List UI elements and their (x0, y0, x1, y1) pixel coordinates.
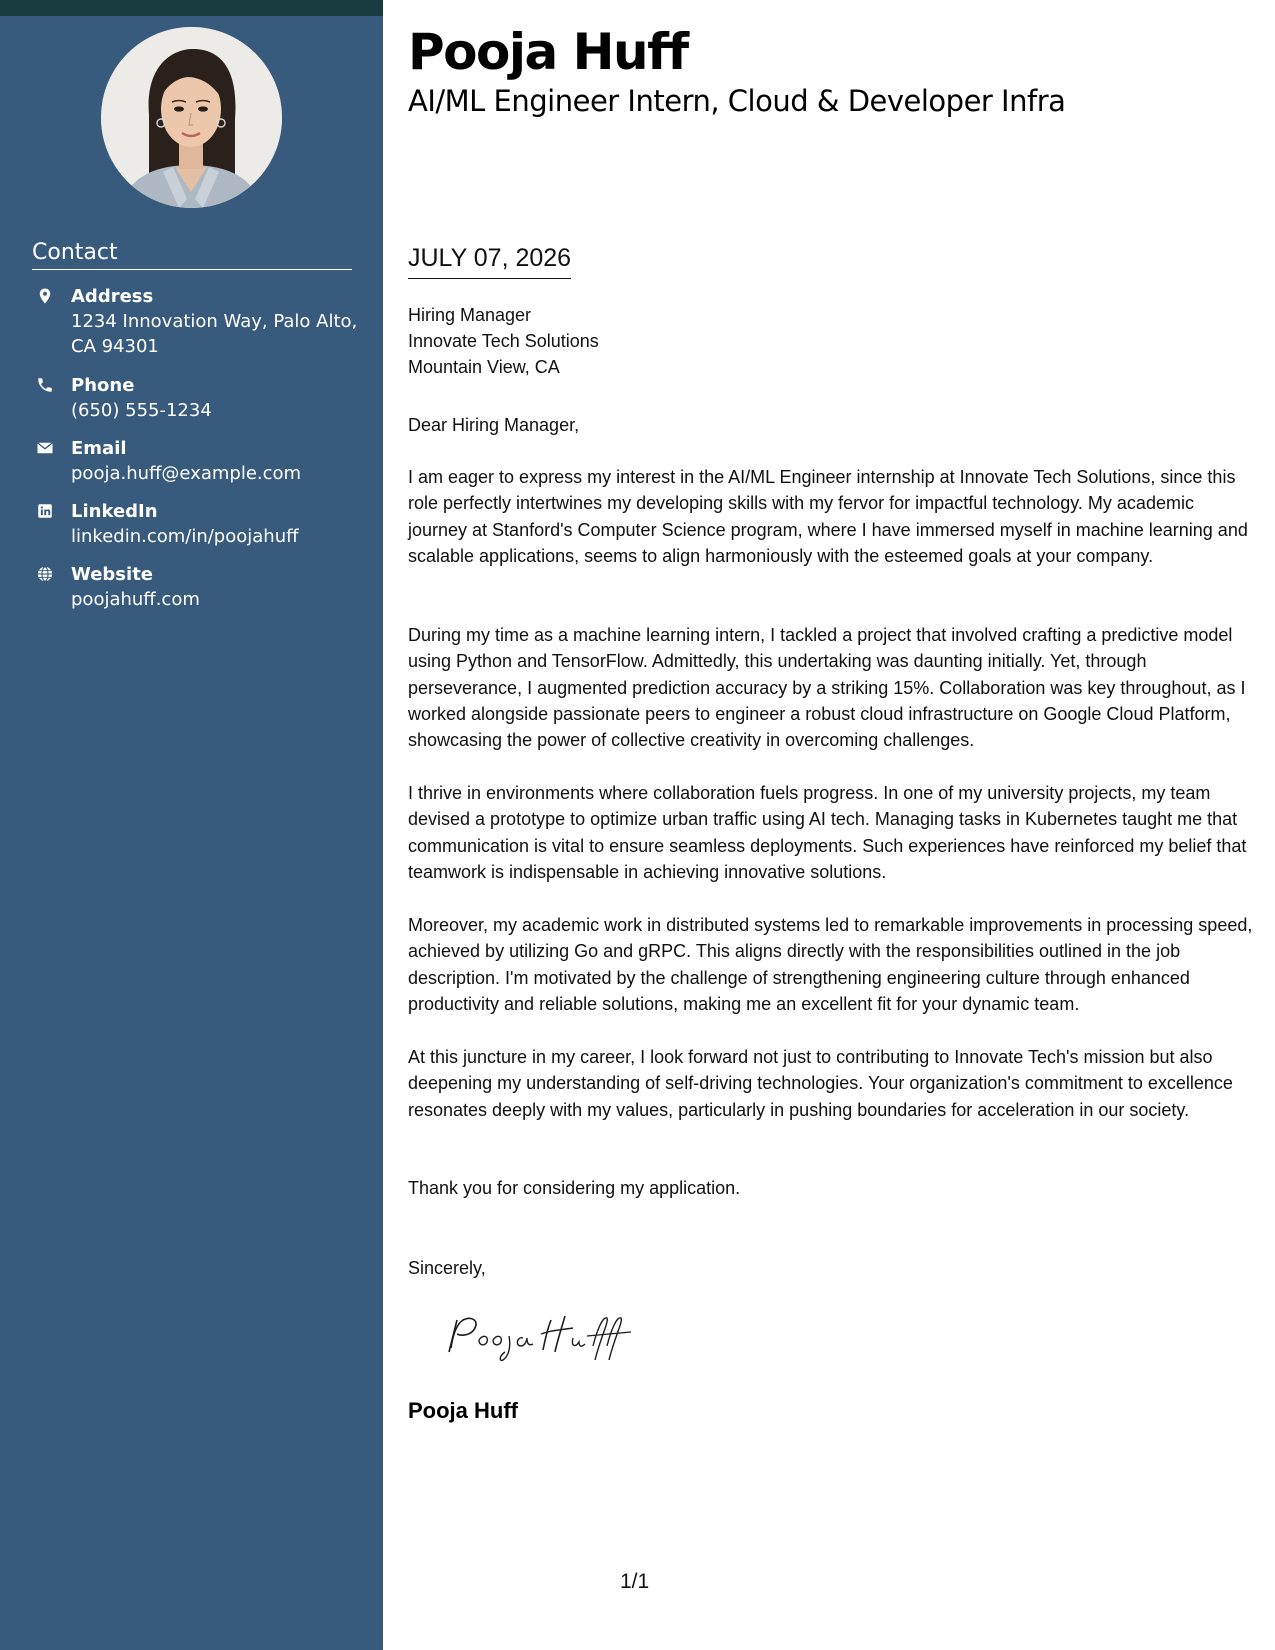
recipient-location: Mountain View, CA (408, 357, 560, 377)
closing: Sincerely, (408, 1258, 486, 1278)
phone-value: (650) 555-1234 (71, 400, 212, 421)
sidebar (0, 0, 383, 1650)
handwritten-signature (443, 1306, 663, 1366)
letter-paragraph: I am eager to express my interest in the AI/ML Engineer internship at Innovate Tech Solutions, since this role perfectly intertwines my developing skills with my fervor for impactful technology. My academic journey at Stanford's Computer Science program, where I have immersed myself in machine learning and scalable applications, seems to align harmoniously with the esteemed goals at your company. (408, 467, 1248, 566)
recipient-block (408, 302, 599, 380)
contact-label: Email (71, 438, 127, 459)
letter-paragraph: Moreover, my academic work in distributed systems led to remarkable improvements in processing speed, achieved by utilizing Go and gRPC. This aligns directly with the responsibilities outlined in the job description. I'm motivated by the challenge of strengthening engineering culture through enhanced productivity and reliable solutions, making me an excellent fit for your dynamic team. (408, 915, 1253, 1014)
linkedin-value[interactable]: linkedin.com/in/poojahuff (71, 526, 299, 547)
contact-label: LinkedIn (71, 501, 158, 522)
contact-heading: Contact (32, 240, 352, 270)
linkedin-icon (32, 500, 58, 522)
letter-paragraph: Thank you for considering my application. (408, 1178, 741, 1198)
globe-icon (32, 563, 58, 585)
recipient-name: Hiring Manager (408, 305, 532, 325)
letter-paragraph: I thrive in environments where collaboration fuels progress. In one of my university projects, my team devised a prototype to optimize urban traffic using AI tech. Managing tasks in Kubernetes taught me that communication is vital to ensure seamless deployments. Such experiences have reinforced my belief that teamwork is indispensable in achieving innovative solutions. (408, 783, 1247, 882)
phone-icon (32, 374, 58, 396)
contact-label: Website (71, 564, 154, 585)
sidebar-top-bar (0, 0, 383, 16)
map-pin-icon (32, 285, 58, 307)
job-title: AI/ML Engineer Intern, Cloud & Developer Infra (408, 84, 1066, 118)
salutation: Dear Hiring Manager, (408, 415, 580, 435)
letter-date: JULY 07, 2026 (408, 243, 571, 279)
envelope-icon (32, 437, 58, 459)
profile-photo (101, 27, 282, 208)
contact-label: Address (71, 286, 154, 307)
signer-name: Pooja Huff (408, 1398, 518, 1423)
applicant-name: Pooja Huff (408, 23, 688, 81)
website-value[interactable]: poojahuff.com (71, 589, 200, 610)
letter-paragraph: During my time as a machine learning intern, I tackled a project that involved crafting a predictive model using Python and TensorFlow. Admittedly, this undertaking was daunting initially. Yet, through perseverance, I augmented prediction accuracy by a striking 15%. Collaboration was key throughout, as I worked alongside passionate peers to engineer a robust cloud infrastructure on Google Cloud Platform, showcasing the power of collective creativity in overcoming challenges. (408, 625, 1246, 751)
letter-paragraph: At this juncture in my career, I look forward not just to contributing to Innovate Tech's mission but also deepening my understanding of self-driving technologies. Your organization's commitment to excellence resonates deeply with my values, particularly in pushing boundaries for acceleration in our society. (408, 1047, 1233, 1120)
address-value: 1234 Innovation Way, Palo Alto, CA 94301 (71, 311, 358, 357)
contact-label: Phone (71, 375, 135, 396)
profile-photo-illustration (101, 27, 282, 208)
email-value[interactable]: pooja.huff@example.com (71, 463, 302, 484)
recipient-company: Innovate Tech Solutions (408, 331, 599, 351)
page-number: 1/1 (620, 1570, 650, 1593)
